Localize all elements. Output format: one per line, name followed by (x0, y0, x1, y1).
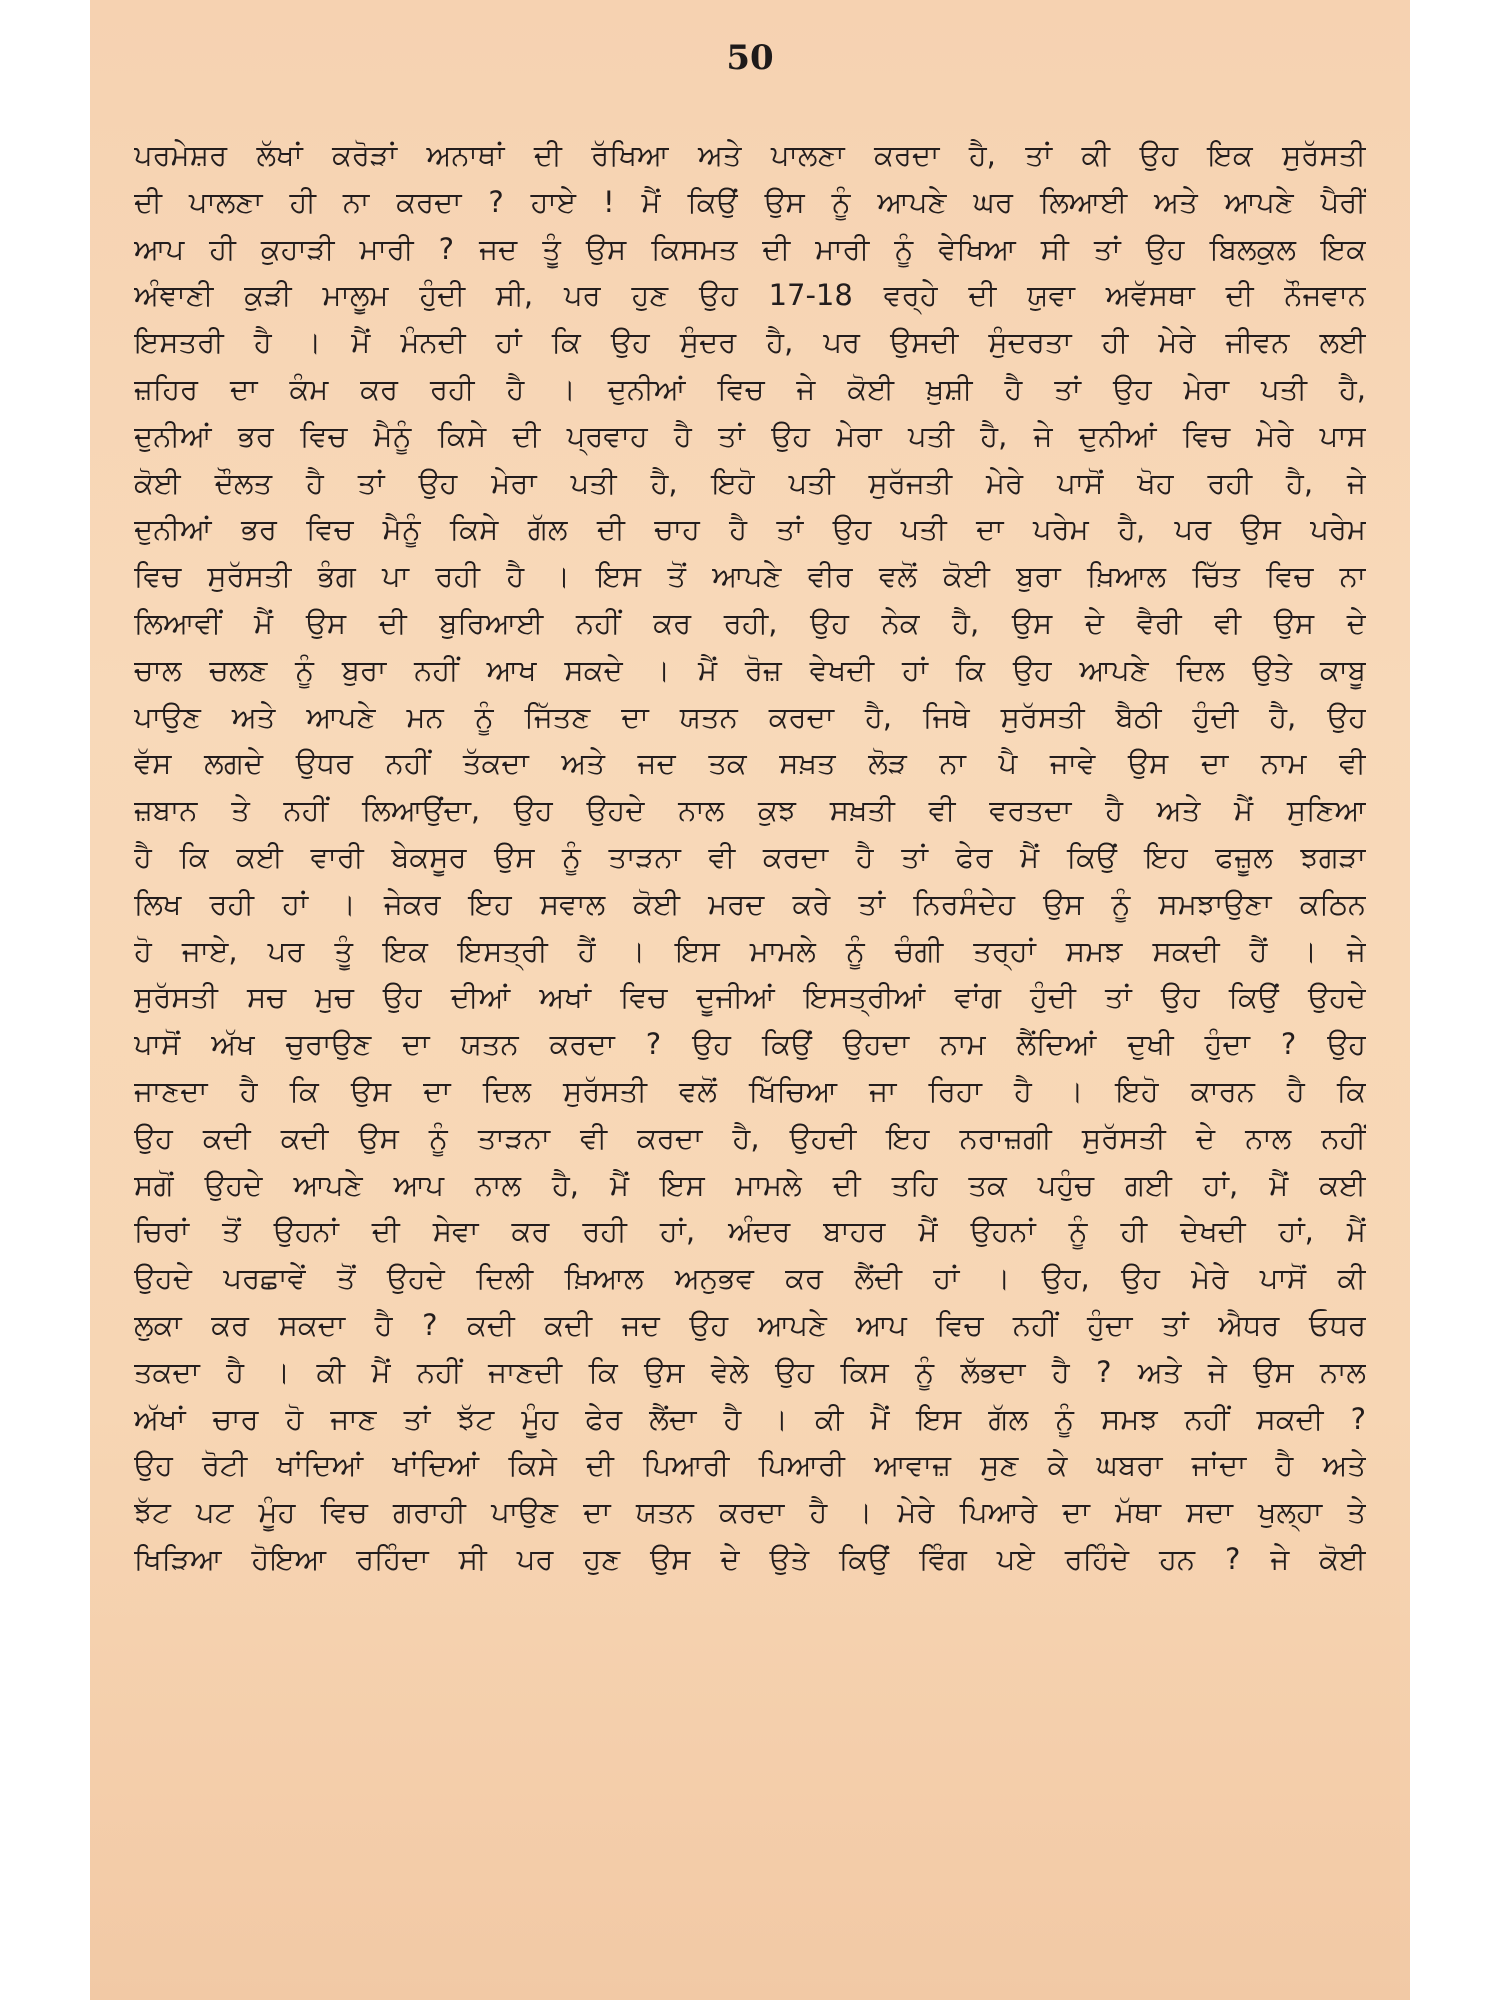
text-line: ਦੁਨੀਆਂ ਭਰ ਵਿਚ ਮੈਨੂੰ ਕਿਸੇ ਦੀ ਪ੍ਰਵਾਹ ਹੈ ਤਾਂ ਉਹ ਮੇਰਾ ਪਤੀ ਹੈ, ਜੇ ਦੁਨੀਆਂ ਵਿਚ ਮੇਰੇ ਪਾਸ (134, 418, 1366, 453)
text-line: ਦੀ ਪਾਲਣਾ ਹੀ ਨਾ ਕਰਦਾ ? ਹਾਏ ! ਮੈਂ ਕਿਉਂ ਉਸ ਨੂੰ ਆਪਣੇ ਘਰ ਲਿਆਈ ਅਤੇ ਆਪਣੇ ਪੈਰੀਂ (134, 184, 1366, 219)
text-line: ਪਾਸੋਂ ਅੱਖ ਚੁਰਾਉਣ ਦਾ ਯਤਨ ਕਰਦਾ ? ਉਹ ਕਿਉਂ ਉਹਦਾ ਨਾਮ ਲੈਂਦਿਆਂ ਦੁਖੀ ਹੁੰਦਾ ? ਉਹ (134, 1027, 1366, 1062)
text-line: ਹੈ ਕਿ ਕਈ ਵਾਰੀ ਬੇਕਸੂਰ ਉਸ ਨੂੰ ਤਾੜਨਾ ਵੀ ਕਰਦਾ ਹੈ ਤਾਂ ਫੇਰ ਮੈਂ ਕਿਉਂ ਇਹ ਫਜ਼ੂਲ ਝਗੜਾ (134, 839, 1366, 874)
text-line: ਤਕਦਾ ਹੈ । ਕੀ ਮੈਂ ਨਹੀਂ ਜਾਣਦੀ ਕਿ ਉਸ ਵੇਲੇ ਉਹ ਕਿਸ ਨੂੰ ਲੱਭਦਾ ਹੈ ? ਅਤੇ ਜੇ ਉਸ ਨਾਲ (134, 1354, 1366, 1389)
text-line: ਲਿਖ ਰਹੀ ਹਾਂ । ਜੇਕਰ ਇਹ ਸਵਾਲ ਕੋਈ ਮਰਦ ਕਰੇ ਤਾਂ ਨਿਰਸੰਦੇਹ ਉਸ ਨੂੰ ਸਮਝਾਉਣਾ ਕਠਿਨ (134, 886, 1366, 921)
text-line: ਵੱਸ ਲਗਦੇ ਉਧਰ ਨਹੀਂ ਤੱਕਦਾ ਅਤੇ ਜਦ ਤਕ ਸਖ਼ਤ ਲੋੜ ਨਾ ਪੈ ਜਾਵੇ ਉਸ ਦਾ ਨਾਮ ਵੀ (134, 746, 1366, 781)
text-line: ਲੁਕਾ ਕਰ ਸਕਦਾ ਹੈ ? ਕਦੀ ਕਦੀ ਜਦ ਉਹ ਆਪਣੇ ਆਪ ਵਿਚ ਨਹੀਂ ਹੁੰਦਾ ਤਾਂ ਐਧਰ ਓਧਰ (134, 1307, 1366, 1342)
text-line: ਪਰਮੇਸ਼ਰ ਲੱਖਾਂ ਕਰੋੜਾਂ ਅਨਾਥਾਂ ਦੀ ਰੱਖਿਆ ਅਤੇ ਪਾਲਣਾ ਕਰਦਾ ਹੈ, ਤਾਂ ਕੀ ਉਹ ਇਕ ਸੁਰੱਸਤੀ (134, 138, 1366, 172)
text-line: ਅੰਞਾਣੀ ਕੁੜੀ ਮਾਲੂਮ ਹੁੰਦੀ ਸੀ, ਪਰ ਹੁਣ ਉਹ 17-18 ਵਰ੍ਹੇ ਦੀ ਯੁਵਾ ਅਵੱਸਥਾ ਦੀ ਨੌਜਵਾਨ (134, 278, 1366, 313)
text-line: ਪਾਉਣ ਅਤੇ ਆਪਣੇ ਮਨ ਨੂੰ ਜਿੱਤਣ ਦਾ ਯਤਨ ਕਰਦਾ ਹੈ, ਜਿਥੇ ਸੁਰੱਸਤੀ ਬੈਠੀ ਹੁੰਦੀ ਹੈ, ਉਹ (134, 699, 1366, 734)
text-line: ਉਹ ਰੋਟੀ ਖਾਂਦਿਆਂ ਖਾਂਦਿਆਂ ਕਿਸੇ ਦੀ ਪਿਆਰੀ ਪਿਆਰੀ ਆਵਾਜ਼ ਸੁਣ ਕੇ ਘਬਰਾ ਜਾਂਦਾ ਹੈ ਅਤੇ (134, 1448, 1366, 1483)
text-line: ਚਿਰਾਂ ਤੋਂ ਉਹਨਾਂ ਦੀ ਸੇਵਾ ਕਰ ਰਹੀ ਹਾਂ, ਅੰਦਰ ਬਾਹਰ ਮੈਂ ਉਹਨਾਂ ਨੂੰ ਹੀ ਦੇਖਦੀ ਹਾਂ, ਮੈਂ (134, 1214, 1366, 1249)
book-page (90, 0, 1410, 2000)
text-line: ਦੁਨੀਆਂ ਭਰ ਵਿਚ ਮੈਨੂੰ ਕਿਸੇ ਗੱਲ ਦੀ ਚਾਹ ਹੈ ਤਾਂ ਉਹ ਪਤੀ ਦਾ ਪਰੇਮ ਹੈ, ਪਰ ਉਸ ਪਰੇਮ (134, 512, 1366, 547)
text-line: ਜਾਣਦਾ ਹੈ ਕਿ ਉਸ ਦਾ ਦਿਲ ਸੁਰੱਸਤੀ ਵਲੋਂ ਖਿੱਚਿਆ ਜਾ ਰਿਹਾ ਹੈ । ਇਹੋ ਕਾਰਨ ਹੈ ਕਿ (134, 1073, 1366, 1108)
text-line: ਚਾਲ ਚਲਣ ਨੂੰ ਬੁਰਾ ਨਹੀਂ ਆਖ ਸਕਦੇ । ਮੈਂ ਰੋਜ਼ ਵੇਖਦੀ ਹਾਂ ਕਿ ਉਹ ਆਪਣੇ ਦਿਲ ਉਤੇ ਕਾਬੂ (134, 652, 1366, 687)
text-line: ਖਿੜਿਆ ਹੋਇਆ ਰਹਿੰਦਾ ਸੀ ਪਰ ਹੁਣ ਉਸ ਦੇ ਉਤੇ ਕਿਉਂ ਵਿੰਗ ਪਏ ਰਹਿੰਦੇ ਹਨ ? ਜੇ ਕੋਈ (134, 1541, 1366, 1576)
text-line: ਜ਼ਬਾਨ ਤੇ ਨਹੀਂ ਲਿਆਉਂਦਾ, ਉਹ ਉਹਦੇ ਨਾਲ ਕੁਝ ਸਖ਼ਤੀ ਵੀ ਵਰਤਦਾ ਹੈ ਅਤੇ ਮੈਂ ਸੁਣਿਆ (134, 793, 1366, 828)
text-line: ਸੁਰੱਸਤੀ ਸਚ ਮੁਚ ਉਹ ਦੀਆਂ ਅਖਾਂ ਵਿਚ ਦੂਜੀਆਂ ਇਸਤ੍ਰੀਆਂ ਵਾਂਗ ਹੁੰਦੀ ਤਾਂ ਉਹ ਕਿਉਂ ਉਹਦੇ (134, 980, 1366, 1015)
text-line: ਉਹਦੇ ਪਰਛਾਵੇਂ ਤੋਂ ਉਹਦੇ ਦਿਲੀ ਖ਼ਿਆਲ ਅਨੁਭਵ ਕਰ ਲੈਂਦੀ ਹਾਂ । ਉਹ, ਉਹ ਮੇਰੇ ਪਾਸੋਂ ਕੀ (134, 1261, 1366, 1296)
page-number: 50 (726, 38, 774, 78)
text-line: ਕੋਈ ਦੌਲਤ ਹੈ ਤਾਂ ਉਹ ਮੇਰਾ ਪਤੀ ਹੈ, ਇਹੋ ਪਤੀ ਸੁਰੱਜਤੀ ਮੇਰੇ ਪਾਸੋਂ ਖੋਹ ਰਹੀ ਹੈ, ਜੇ (134, 465, 1366, 500)
text-line: ਝੱਟ ਪਟ ਮੂੰਹ ਵਿਚ ਗਰਾਹੀ ਪਾਉਣ ਦਾ ਯਤਨ ਕਰਦਾ ਹੈ । ਮੇਰੇ ਪਿਆਰੇ ਦਾ ਮੱਥਾ ਸਦਾ ਖੁਲ੍ਹਾ ਤੇ (134, 1495, 1366, 1530)
text-line: ਆਪ ਹੀ ਕੁਹਾੜੀ ਮਾਰੀ ? ਜਦ ਤੂੰ ਉਸ ਕਿਸਮਤ ਦੀ ਮਾਰੀ ਨੂੰ ਵੇਖਿਆ ਸੀ ਤਾਂ ਉਹ ਬਿਲਕੁਲ ਇਕ (134, 231, 1366, 266)
body-text (134, 132, 1366, 1972)
text-line: ਜ਼ਹਿਰ ਦਾ ਕੰਮ ਕਰ ਰਹੀ ਹੈ । ਦੁਨੀਆਂ ਵਿਚ ਜੇ ਕੋਈ ਖ਼ੁਸ਼ੀ ਹੈ ਤਾਂ ਉਹ ਮੇਰਾ ਪਤੀ ਹੈ, (134, 371, 1366, 406)
text-line: ਉਹ ਕਦੀ ਕਦੀ ਉਸ ਨੂੰ ਤਾੜਨਾ ਵੀ ਕਰਦਾ ਹੈ, ਉਹਦੀ ਇਹ ਨਰਾਜ਼ਗੀ ਸੁਰੱਸਤੀ ਦੇ ਨਾਲ ਨਹੀਂ (134, 1120, 1366, 1155)
text-line: ਅੱਖਾਂ ਚਾਰ ਹੋ ਜਾਣ ਤਾਂ ਝੱਟ ਮੂੰਹ ਫੇਰ ਲੈਂਦਾ ਹੈ । ਕੀ ਮੈਂ ਇਸ ਗੱਲ ਨੂੰ ਸਮਝ ਨਹੀਂ ਸਕਦੀ ? (134, 1401, 1366, 1436)
text-line: ਇਸਤਰੀ ਹੈ । ਮੈਂ ਮੰਨਦੀ ਹਾਂ ਕਿ ਉਹ ਸੁੰਦਰ ਹੈ, ਪਰ ਉਸਦੀ ਸੁੰਦਰਤਾ ਹੀ ਮੇਰੇ ਜੀਵਨ ਲਈ (134, 325, 1366, 360)
text-line: ਸਗੋਂ ਉਹਦੇ ਆਪਣੇ ਆਪ ਨਾਲ ਹੈ, ਮੈਂ ਇਸ ਮਾਮਲੇ ਦੀ ਤਹਿ ਤਕ ਪਹੁੰਚ ਗਈ ਹਾਂ, ਮੈਂ ਕਈ (134, 1167, 1366, 1202)
text-line: ਹੋ ਜਾਏ, ਪਰ ਤੂੰ ਇਕ ਇਸਤ੍ਰੀ ਹੈਂ । ਇਸ ਮਾਮਲੇ ਨੂੰ ਚੰਗੀ ਤਰ੍ਹਾਂ ਸਮਝ ਸਕਦੀ ਹੈਂ । ਜੇ (134, 933, 1366, 968)
text-line: ਲਿਆਵੀਂ ਮੈਂ ਉਸ ਦੀ ਬੁਰਿਆਈ ਨਹੀਂ ਕਰ ਰਹੀ, ਉਹ ਨੇਕ ਹੈ, ਉਸ ਦੇ ਵੈਰੀ ਵੀ ਉਸ ਦੇ (134, 605, 1366, 640)
text-line: ਵਿਚ ਸੁਰੱਸਤੀ ਭੰਗ ਪਾ ਰਹੀ ਹੈ । ਇਸ ਤੋਂ ਆਪਣੇ ਵੀਰ ਵਲੋਂ ਕੋਈ ਬੁਰਾ ਖ਼ਿਆਲ ਚਿੱਤ ਵਿਚ ਨਾ (134, 559, 1366, 594)
